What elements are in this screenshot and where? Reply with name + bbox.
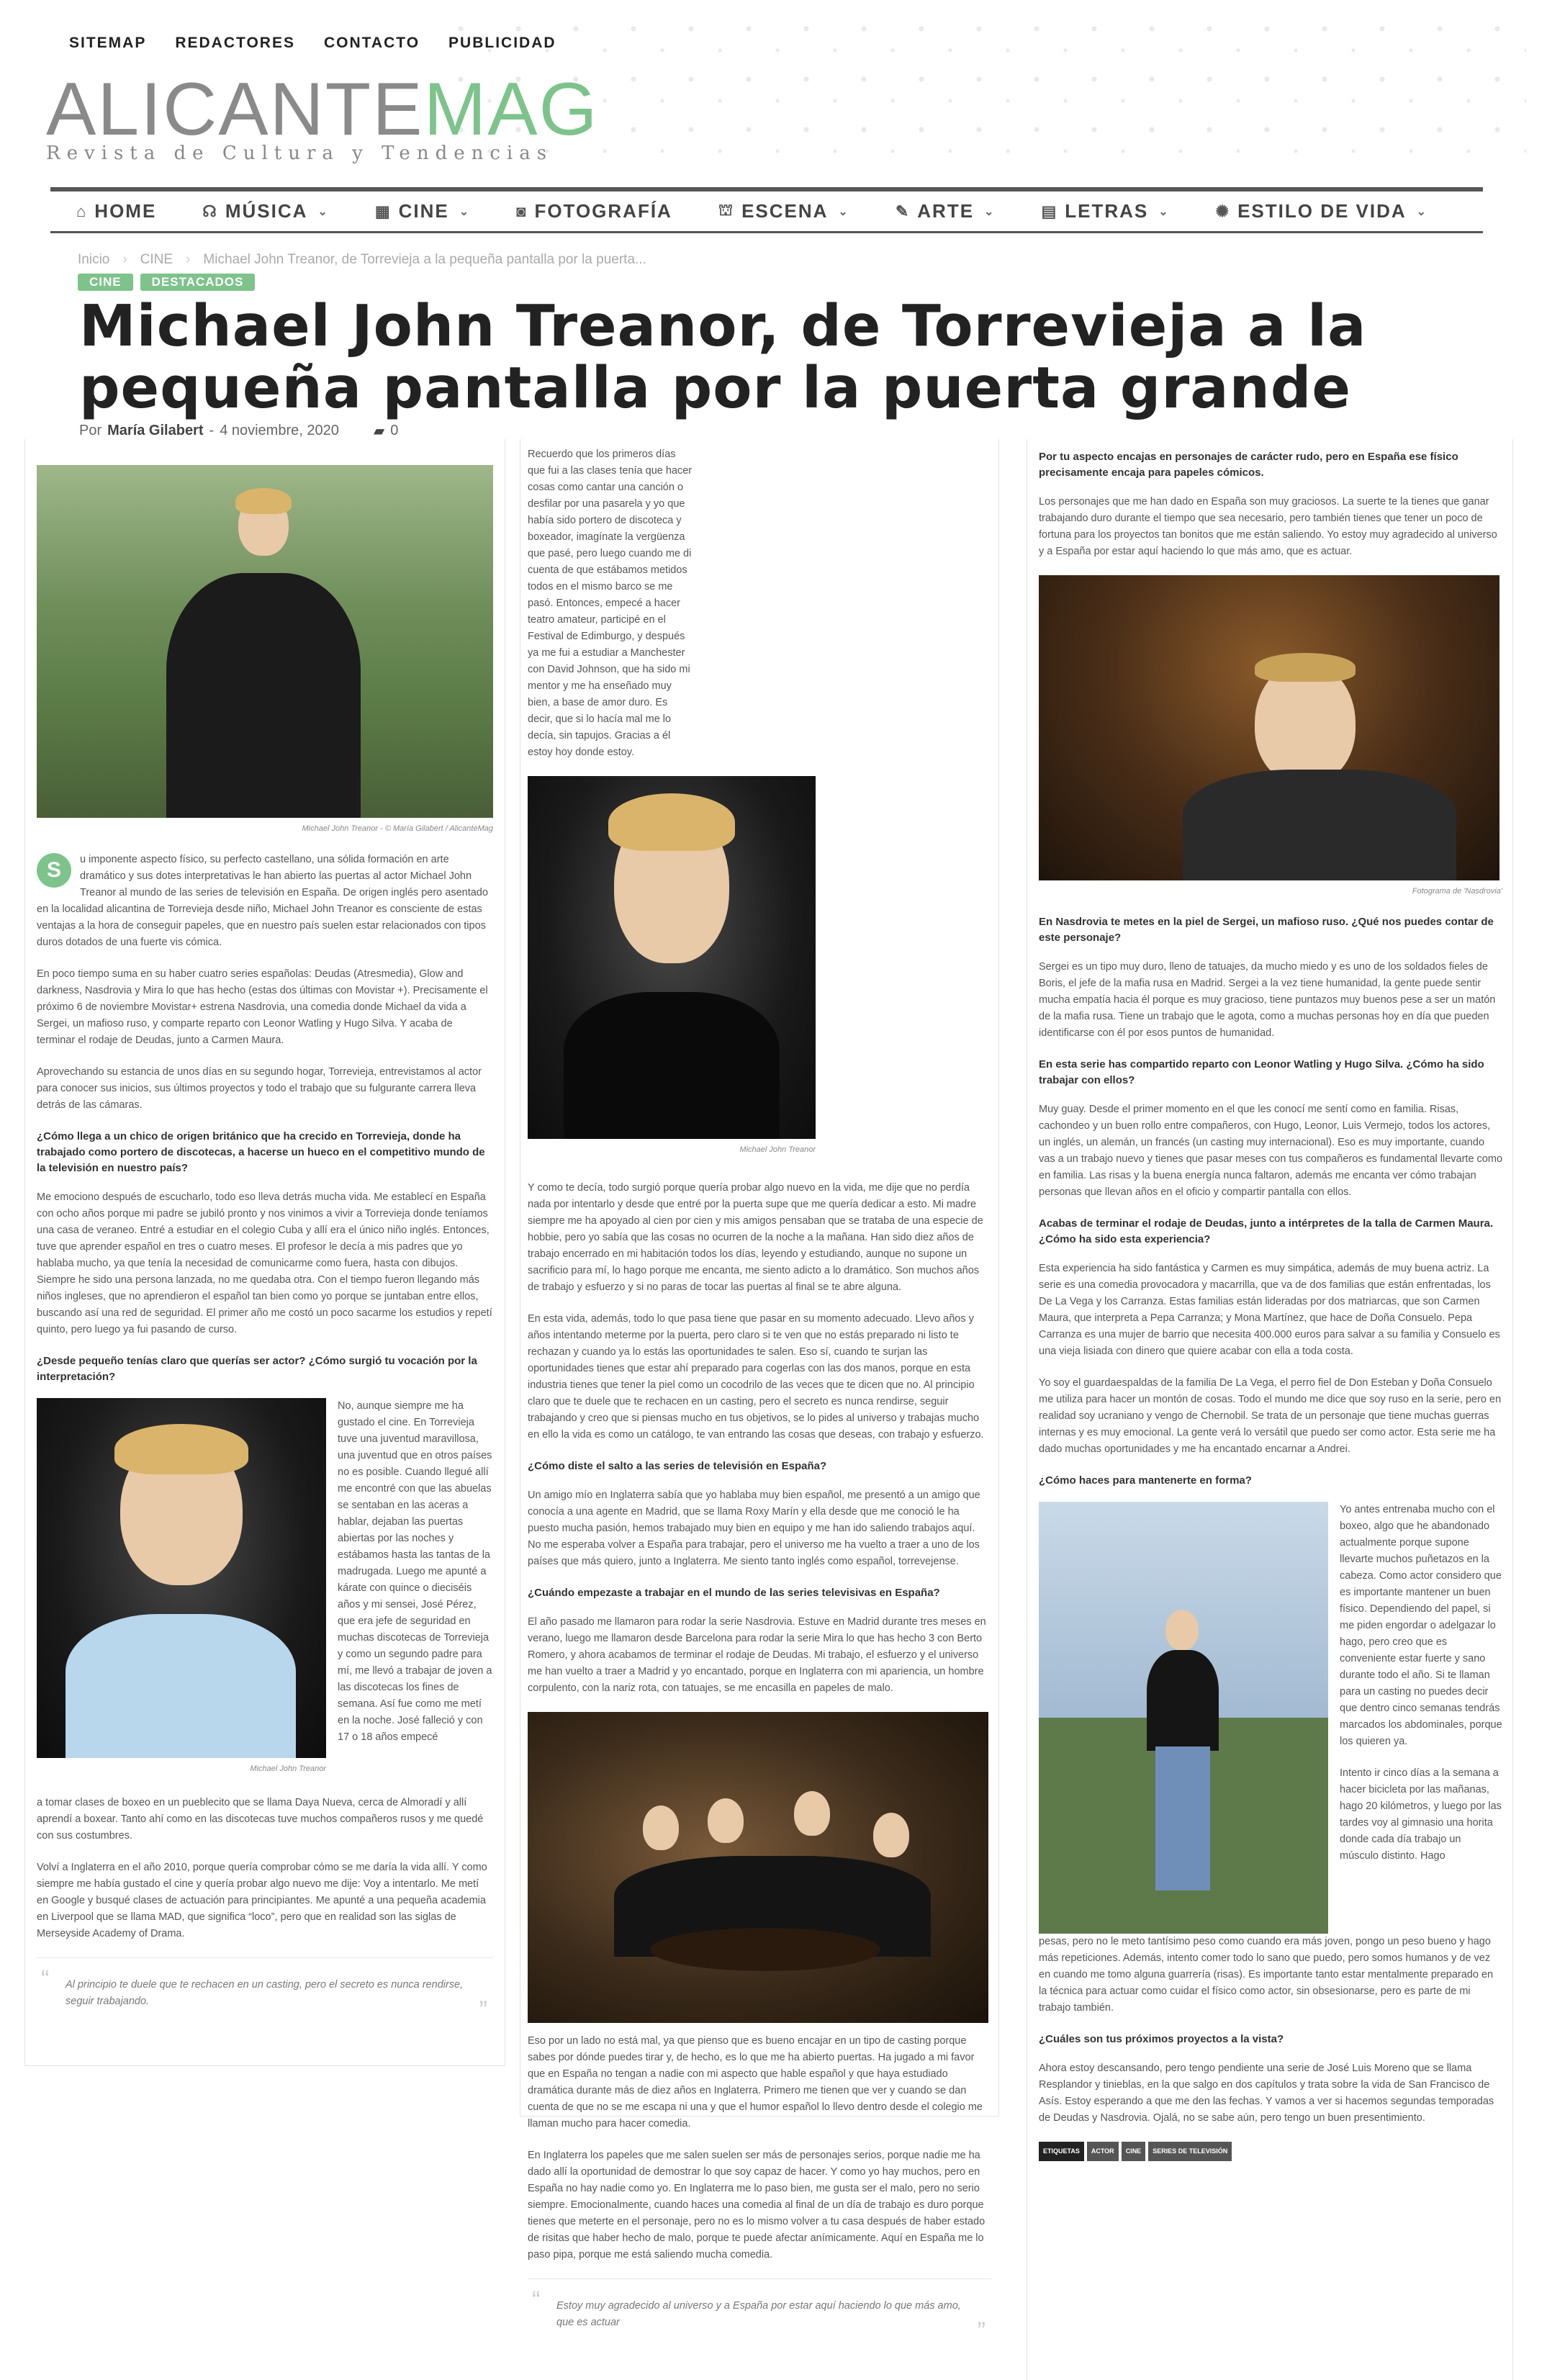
interview-answer: Un amigo mío en Inglaterra sabía que yo hablaba muy bien español, me presentó a un amigo que conocía a una agente en Madrid, que se llama Roxy Marín y ella desde que me conoció le ha puesto mucha pasión, hemos trabajado muy bien en equipo y me han ido saliendo trabajos aquí. No me esperaba volver a España para trabajar, pero el universo me ha vuelto a traer a uno de los países que más quiero, junto a Inglaterra. Me siento tanto inglés como español, torrevejense. bbox=[528, 1489, 980, 1567]
category-badge-destacados[interactable]: DESTACADOS bbox=[140, 274, 256, 291]
tag-cine[interactable]: CINE bbox=[1122, 2142, 1146, 2161]
brush-icon: ✎ bbox=[895, 202, 911, 220]
interview-answer: Yo soy el guardaespaldas de la familia De La Vega, el perro fiel de Don Esteban y Doña Consuelo me utiliza para hacer un montón de cosas. Todo el mundo me dice que soy ruso en la serie, pero en realidad soy ucraniano y vengo de Chernobil. Se trata de un personaje que tiene muchas guerras internas y es muy emocional. La gente verá lo versátil que puedo ser como actor. Esta serie me ha dado muchas oportunidades y me ha encantado encarnar a Andrei. bbox=[1039, 1377, 1502, 1455]
chevron-down-icon: ⌄ bbox=[838, 205, 849, 218]
pull-quote bbox=[37, 1957, 493, 2024]
header-pattern bbox=[446, 14, 1526, 173]
quote-open-icon: “ bbox=[41, 1965, 50, 1993]
nav-musica[interactable] bbox=[202, 200, 329, 222]
interview-answer: No, aunque siempre me ha gustado el cine. En Torrevieja tuve una juventud maravillosa, una juventud que en otros países no es posible. Cuando llegué allí me encontré con que las abuelas se sentaban en las aceras a hablar, dejaban las puertas abiertas por las noches y estábamos hasta las tantas de la madrugada. Luego me apunté a kárate con quince o dieciséis años y mi sensei, José Pérez, que era jefe de seguridad en muchas discotecas de Torrevieja y como un segundo padre para mí, me llevó a trabajar de joven a las discotecas los fines de semana. Así fue como me metí en la noche. José falleció y con 17 o 18 años empecé bbox=[338, 1400, 492, 1743]
interview-answer: pesas, pero no le meto tantísimo peso como cuando era más joven, pongo un peso bueno y hago más repeticiones. Además, intento comer todo lo sano que puedo, pero somos humanos y de vez en cuando me tomo alguna guarrería (risas). Es importante tanto estar mentalmente preparado en la técnica para actuar como cuidar el físico como actor, sin obsesionarse, pero es parte de mi trabajo también. bbox=[1039, 1936, 1494, 2014]
photo-portrait-studio bbox=[37, 1398, 326, 1758]
byline-dash: - bbox=[209, 423, 215, 438]
photo-caption: Michael John Treanor - © María Gilabert / AlicanteMag bbox=[302, 824, 493, 833]
logo-text-b: MAG bbox=[423, 68, 599, 151]
site-logo[interactable] bbox=[46, 68, 599, 164]
author-link[interactable]: María Gilabert bbox=[107, 423, 204, 438]
nav-label: LETRAS bbox=[1065, 200, 1149, 222]
chevron-down-icon: ⌄ bbox=[1416, 205, 1428, 218]
chevron-down-icon: ⌄ bbox=[317, 205, 329, 218]
tags-label: ETIQUETAS bbox=[1039, 2142, 1084, 2161]
photo-headshot-dark bbox=[528, 776, 816, 1139]
interview-answer: Esta experiencia ha sido fantástica y Carmen es muy simpática, además de muy buena actriz. La serie es una comedia provocadora y macarrilla, que va de dos familias que están enfrentadas, los De La Vega y los Carranza. Estas familias están lideradas por dos matriarcas, que son Carmen Maura, que interpreta a Pepa Carranza; y Mona Martínez, que hace de Doña Consuelo. Pepa Carranza es una mujer de barrio que necesita 400.000 euros para salvar a su familia y Consuelo es una vieja lisiada con dinero que quiere acabar con ella a toda costa. bbox=[1039, 1263, 1500, 1357]
nav-letras[interactable] bbox=[1041, 200, 1169, 222]
nav-label: CINE bbox=[398, 200, 449, 222]
nav-escena[interactable] bbox=[718, 200, 849, 222]
photo-portrait-park bbox=[37, 465, 493, 818]
interview-question: ¿Cuáles son tus próximos proyectos a la vista? bbox=[1039, 2033, 1284, 2045]
pull-quote-text: Al principio te duele que te rechacen en un casting, pero el secreto es nunca rendirse, seguir trabajando. bbox=[66, 1979, 464, 2007]
chevron-down-icon: ⌄ bbox=[984, 205, 996, 218]
photo-standing-park bbox=[1039, 1502, 1328, 1934]
interview-question: ¿Cómo llega a un chico de origen británico que ha crecido en Torrevieja, donde ha trabajado como portero de discotecas, a hacerse un hueco en el competitivo mundo de la televisión en nuestro país? bbox=[37, 1130, 485, 1174]
interview-answer: Volví a Inglaterra en el año 2010, porque quería comprobar cómo se me daría la vida allí. Y como siempre me había gustado el cine y quería probar algo nuevo me dije: Voy a intentarlo. Me metí en Google y busqué clases de actuación para principiantes. Me apunté a una pequeña academia en Liverpool que se llama MAD, que significa “loco”, pero que en realidad son las siglas de Merseyside Academy of Drama. bbox=[37, 1862, 487, 1939]
tag-series-de-television[interactable]: SERIES DE TELEVISIÓN bbox=[1148, 2142, 1232, 2161]
breadcrumb-separator: › bbox=[122, 252, 127, 267]
article-column-3 bbox=[1027, 439, 1513, 2380]
headphones-icon: ☊ bbox=[202, 202, 218, 220]
topnav-contacto[interactable]: CONTACTO bbox=[323, 35, 420, 51]
intro-text: u imponente aspecto físico, su perfecto castellano, una sólida formación en arte dramático y sus dotes interpretativas le han abierto las puertas al actor Michael John Treanor al mundo de las series de televisión en España. De origen inglés pero asentado en la localidad alicantina de Torrevieja desde niño, Michael John Treanor es consciente de estas ventajas a la hora de conseguir papeles, que en nuestro país suelen estar relacionados con tipos duros dotados de una fuerte vis cómica. bbox=[37, 854, 488, 948]
category-badges bbox=[78, 274, 255, 291]
film-icon: ▦ bbox=[374, 202, 392, 220]
interview-answer: Y como te decía, todo surgió porque quería probar algo nuevo en la vida, me dije que no perdía nada por intentarlo y desde que entré por la puerta supe que me quería dedicar a esto. Mi madre siempre me ha apoyado al cien por cien y mis amigos pensaban que se trataba de una especie de hobbie, pero yo sabía que las cosas no ocurren de la noche a la mañana. Han sido diez años de trabajo encerrado en mi habitación todos los días, leyendo y estudiando, aunque no supone un sacrificio para mí, lo hago porque me encanta, me siento adicto a lo dramático. Son muchos años de trabajo y esfuerzo y si no paras de tocar las puertas al final se te abre alguna. bbox=[528, 1182, 983, 1293]
theater-icon: ⛫ bbox=[718, 201, 735, 219]
byline-prefix: Por bbox=[79, 423, 102, 438]
nav-label: ESCENA bbox=[741, 200, 829, 222]
photo-caption: Michael John Treanor bbox=[739, 1145, 816, 1154]
nav-fotografia[interactable] bbox=[516, 200, 672, 222]
nav-label: FOTOGRAFÍA bbox=[534, 200, 672, 222]
interview-answer: Intento ir cinco días a la semana a hacer bicicleta por las mañanas, hago 20 kilómetros, y luego por las tardes voy al gimnasio una horita donde cada día trabajo un músculo distinto. Hago bbox=[1340, 1767, 1502, 1862]
logo-text-a: ALICANTE bbox=[46, 68, 424, 151]
interview-answer: a tomar clases de boxeo en un pueblecito que se llama Daya Nueva, cerca de Almoradí y allí aprendí a boxear. Tanto ahí como en las discotecas tuve muchos compañeros rusos y me quedé con sus costumbres. bbox=[37, 1797, 484, 1842]
interview-question: Por tu aspecto encajas en personajes de carácter rudo, pero en España ese físico precisamente encaja para papeles cómicos. bbox=[1039, 451, 1458, 479]
photo-cast-table bbox=[528, 1712, 988, 2023]
interview-question: En Nasdrovia te metes en la piel de Sergei, un mafioso ruso. ¿Qué nos puedes contar de este personaje? bbox=[1039, 916, 1494, 944]
article-byline bbox=[79, 422, 398, 440]
interview-answer: Recuerdo que los primeros días que fui a las clases tenía que hacer cosas como cantar una canción o desfilar por una pasarela y yo que había sido portero de discoteca y boxeador, imagínate la vergüenza que pasé, pero luego cuando me di cuenta de que estábamos metidos todos en el mismo barco se me pasó. Entonces, empecé a hacer teatro amateur, participé en el Festival de Edimburgo, y después ya me fui a estudiar a Manchester con David Johnson, que ha sido mi mentor y me ha enseñado muy bien, a base de amor duro. Es decir, que si lo hacía mal me lo decía, sin tapujos. Gracias a él estoy hoy donde estoy. bbox=[528, 448, 693, 758]
interview-answer: Me emociono después de escucharlo, todo eso lleva detrás mucha vida. Me establecí en España con ocho años porque mi padre se jubiló pronto y nos vinimos a vivir a Torrevieja donde teníamos una casa de veraneo. Entré a estudiar en el colegio Cuba y allí era el único niño inglés. Entonces, tuve que aprender español en tres o cuatro meses. El profesor le decía a mis padres que yo hablaba mucho, ya que tenía la necesidad de comunicarme como fuera, hasta con dibujos. Siempre he sido una persona lanzada, no me quedaba otra. Con el tiempo fueron llegando más niños ingleses, que no aprendieron el español tan bien como yo porque se juntaban entre ellos, buscando así una red de seguridad. El primer año me costó un poco sacarme los estudios y repetí quinto, pero luego ya fui pasando de curso. bbox=[37, 1191, 492, 1335]
quote-open-icon: “ bbox=[532, 2286, 541, 2314]
home-icon: ⌂ bbox=[76, 202, 88, 220]
interview-question: Acabas de terminar el rodaje de Deudas, junto a intérpretes de la talla de Carmen Maura. ¿Cómo ha sido esta experiencia? bbox=[1039, 1217, 1494, 1245]
photo-caption: Michael John Treanor bbox=[250, 1764, 326, 1773]
nav-label: HOME bbox=[94, 200, 157, 222]
topnav-redactores[interactable]: REDACTORES bbox=[175, 35, 295, 51]
sun-icon: ✺ bbox=[1215, 202, 1231, 220]
nav-cine[interactable] bbox=[375, 200, 470, 222]
nav-label: MÚSICA bbox=[225, 200, 308, 222]
paragraph: Aprovechando su estancia de unos días en su segundo hogar, Torrevieja, entrevistamos al actor para conocer sus inicios, sus últimos proyectos y todo el trabajo que su fulgurante carrera lleva detrás de las cámaras. bbox=[37, 1066, 482, 1111]
breadcrumb-separator: › bbox=[186, 252, 191, 267]
interview-question: ¿Cuándo empezaste a trabajar en el mundo de las series televisivas en España? bbox=[528, 1587, 940, 1599]
topnav-sitemap[interactable]: SITEMAP bbox=[69, 35, 147, 51]
breadcrumb-home[interactable]: Inicio bbox=[78, 252, 110, 267]
quote-close-icon: ” bbox=[479, 1996, 487, 2024]
nav-home[interactable] bbox=[76, 200, 156, 222]
interview-question: ¿Cómo haces para mantenerte en forma? bbox=[1039, 1474, 1252, 1487]
nav-label: ARTE bbox=[917, 200, 975, 222]
interview-answer: Muy guay. Desde el primer momento en el que les conocí me sentí como en familia. Risas, cachondeo y un buen rollo entre compañeros, con Hugo, Leonor, Luis Vermejo, todos los actores, un inglés, un alemán, un francés (un casting muy internacional). Eso es muy importante, cuando vas a un trabajo nuevo y tienes que pasar meses con tus compañeros es fundamental llevarte como en familia. Las risas y la buena energía nunca faltaron, además me encanta ver cómo trabajan personas que llevan años en el oficio y compartir pantalla con ellos. bbox=[1039, 1104, 1503, 1198]
nav-estilo-de-vida[interactable] bbox=[1216, 200, 1428, 222]
article-title: Michael John Treanor, de Torrevieja a la pequeña pantalla por la puerta grande bbox=[79, 293, 1367, 421]
interview-question: ¿Desde pequeño tenías claro que querías ser actor? ¿Cómo surgió tu vocación por la interpretación? bbox=[37, 1355, 477, 1383]
interview-question: En esta serie has compartido reparto con Leonor Watling y Hugo Silva. ¿Cómo ha sido trabajar con ellos? bbox=[1039, 1058, 1484, 1086]
site-header bbox=[0, 0, 1547, 180]
pull-quote-text: Estoy muy agradecido al universo y a España por estar aquí haciendo lo que más amo, que es actuar bbox=[556, 2300, 961, 2328]
interview-answer: Ahora estoy descansando, pero tengo pendiente una serie de José Luis Moreno que se llama Resplandor y tinieblas, en la que salgo en dos capítulos y trata sobre la vida de San Francisco de Asís. Estoy esperando a que me den las fechas. Y vamos a ver si hacemos segundas temporadas de Deudas y Nasdrovia. Ojalá, no se sabe aún, pero tengo un buen presentimiento. bbox=[1039, 2063, 1494, 2124]
quote-close-icon: ” bbox=[977, 2317, 986, 2345]
comment-icon[interactable]: ▰ bbox=[373, 423, 385, 439]
interview-question: ¿Cómo diste el salto a las series de televisión en España? bbox=[528, 1460, 827, 1472]
chevron-down-icon: ⌄ bbox=[1158, 205, 1170, 218]
interview-answer: En Inglaterra los papeles que me salen suelen ser más de personajes serios, porque nadie me ha dado allí la oportunidad de demostrar lo que soy capaz de hacer. Y como yo hay muchos, pero en España no hay nadie como yo. En Inglaterra me lo paso bien, me gusta ser el malo, pero no serio siempre. Emocionalmente, cuando haces una comedia al final de un día de trabajo es duro porque tienes que meterte en el personaje, pero no es lo mismo volver a tu casa después de haber estado de risitas que haber hecho de malo, porque te puede afectar anímicamente. Aquí en España me lo paso pipa, porque me está saliendo mucha comedia. bbox=[528, 2150, 986, 2260]
tag-actor[interactable]: ACTOR bbox=[1087, 2142, 1119, 2161]
interview-answer: Sergei es un tipo muy duro, lleno de tatuajes, da mucho miedo y es uno de los soldados fieles de Boris, el jefe de la mafia rusa en Madrid. Sergei a la vez tiene humanidad, la gente puede sentir mucha empatía hacia él porque es muy gracioso, tiene puntazos muy buenos pese a ser un matón de la mafia rusa. Tiene un trabajo que le agota, como a muchas personas hoy en día que pueden identificarse con él por esos puntos de humanidad. bbox=[1039, 961, 1496, 1039]
paragraph: En poco tiempo suma en su haber cuatro series españolas: Deudas (Atresmedia), Glow and darkness, Nasdrovia y Mira lo que has hecho (estas dos últimas con Movistar +). Precisamente el próximo 6 de noviembre Movistar+ estrena Nasdrovia, una comedia donde Michael da vida a Sergei, un mafioso ruso, y comparte reparto con Leonor Watling y Hugo Silva. Y acaba de terminar el rodaje de Deudas, junto a Carmen Maura. bbox=[37, 968, 488, 1046]
breadcrumb-current: Michael John Treanor, de Torrevieja a la pequeña pantalla por la puerta... bbox=[203, 252, 646, 267]
article-column-2 bbox=[520, 439, 999, 2345]
interview-answer: Eso por un lado no está mal, ya que pienso que es bueno encajar en un tipo de casting porque sabes por dónde puedes tirar y, de hecho, es lo que me ha abierto puertas. Ha jugado a mi favor que en España no tengan a nadie con mi aspecto que hable español y que haya estudiado dramática durante más de diez años en Inglaterra. Primero me tienen que ver y cuando se dan cuenta de que no se me escapa ni una y que el humor español lo llevo dentro desde el colegio me llaman mucho para hacer comedia. bbox=[528, 2035, 983, 2129]
interview-answer: Los personajes que me han dado en España son muy graciosos. La suerte te la tienes que ganar trabajando duro durante el tiempo que sea necesario, pero también tienes que tener un poco de fortuna para los proyectos tan bonitos que me están saliendo. Yo estoy muy agradecido al universo y a España por estar aquí haciendo lo que más amo, que es actuar. bbox=[1039, 496, 1497, 557]
chevron-down-icon: ⌄ bbox=[459, 205, 471, 218]
pull-quote bbox=[528, 2278, 991, 2345]
tag-list bbox=[1039, 2142, 1502, 2161]
article-column-1 bbox=[24, 439, 505, 2066]
photo-caption: Fotograma de 'Nasdrovia' bbox=[1412, 887, 1502, 896]
breadcrumb-category[interactable]: CINE bbox=[140, 252, 173, 267]
nav-label: ESTILO DE VIDA bbox=[1237, 200, 1407, 222]
comment-count[interactable]: 0 bbox=[390, 423, 399, 438]
article-date: 4 noviembre, 2020 bbox=[220, 423, 339, 438]
interview-answer: En esta vida, además, todo lo que pasa tiene que pasar en su momento adecuado. Llevo años y años intentando meterme por la puerta, pero claro si te ven que no estás preparado ni listo te rechazan y cuando ya lo estás las oportunidades te salen. Eso sí, cuando te surjan las oportunidades tienes que estar ahí preparado para cogerlas con las dos manos, porque en esta industria tienes que tener la piel como un cocodrilo de las veces que te dicen que no. Al principio claro que te duele que te rechacen en un casting, pero el secreto es nunca rendirse, seguir trabajando y creo que si piensas mucho en tus objetivos, se lo pides al universo y trabajas mucho en ello la vida es como un catálogo, te van entrando las cosas que deseas, con trabajo y esfuerzo. bbox=[528, 1313, 984, 1441]
category-badge-cine[interactable]: CINE bbox=[78, 274, 133, 291]
main-nav bbox=[50, 187, 1483, 233]
breadcrumb bbox=[78, 252, 646, 268]
nav-arte[interactable] bbox=[896, 200, 996, 222]
intro-paragraph bbox=[37, 852, 493, 951]
dropcap: S bbox=[37, 853, 71, 888]
camera-icon: ◙ bbox=[516, 202, 528, 220]
topnav-publicidad[interactable]: PUBLICIDAD bbox=[448, 35, 556, 51]
interview-answer: Yo antes entrenaba mucho con el boxeo, algo que he abandonado actualmente porque supone llevarte muchos puñetazos en la cabeza. Como actor considero que es importante mantener un buen físico. Dependiendo del papel, si me piden engordar o adelgazar lo hago, pero creo que es conveniente estar fuerte y sano durante todo el año. Si te llaman para un casting no puedes decir que dentro cinco semanas tendrás marcados los abdominales, porque los quieren ya. bbox=[1340, 1504, 1502, 1747]
book-icon: ▤ bbox=[1041, 202, 1058, 220]
logo-tagline: Revista de Cultura y Tendencias bbox=[46, 143, 554, 164]
photo-nasdrovia-still bbox=[1039, 575, 1499, 880]
interview-answer: El año pasado me llamaron para rodar la serie Nasdrovia. Estuve en Madrid durante tres meses en verano, luego me llamaron desde Barcelona para rodar la serie Mira lo que has hecho 3 con Berto Romero, y ahora acabamos de terminar el rodaje de Deudas. Mi trabajo, el esfuerzo y el universo me han vuelto a traer a Madrid y yo encantado, porque en Inglaterra con mi apariencia, un hombre corpulento, con la nariz rota, con tatuajes, se me encasilla en papeles de malo. bbox=[528, 1616, 986, 1694]
top-nav bbox=[69, 35, 556, 52]
